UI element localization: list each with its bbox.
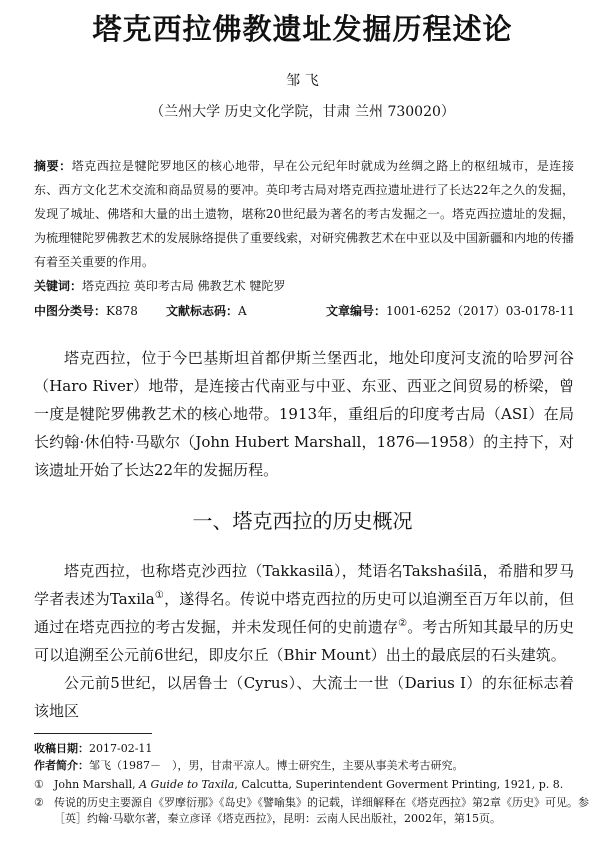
footnote-1 [34,777,590,793]
author-name: 邹 飞 [286,73,319,89]
received-date [34,741,594,757]
document-code-value: A [238,304,247,318]
footnote-text: John Marshall, [54,778,140,791]
clc-number [34,303,138,319]
footnote-divider [34,733,152,734]
footnote-marker: ② [34,796,44,809]
footnote-ref-2[interactable]: ② [398,618,408,629]
body-paragraph [34,557,574,669]
received-date-value: 2017-02-11 [89,742,153,755]
paragraph-text-part: 塔克西拉，也称塔克沙西拉（Takkasilā），梵语名Takshaśilā，希腊和罗马学者表述为Taxila [34,562,574,608]
author-bio-label: 作者简介： [34,759,89,772]
paragraph-text-part: 。考古所知其最早的历史可以追溯至公元前6世纪，即皮尔丘（Bhir Mount）出土的最底层的石头建筑。 [34,618,574,664]
abstract-block [34,154,574,274]
footnote-book-title: A Guide to Taxila [139,778,235,791]
footnote-text: , Calcutta, Superintendent Goverment Printing, 1921, p. 8. [234,778,564,791]
author-affiliation: （兰州大学 历史文化学院，甘肃 兰州 730020） [150,104,455,120]
page-title: 塔克西拉佛教遗址发掘历程述论 [92,12,513,46]
footnote-2 [34,795,590,827]
abstract-label: 摘要： [34,159,72,173]
clc-value: K878 [106,304,138,318]
section-heading: 一、塔克西拉的历史概况 [192,509,413,533]
article-number-label: 文章编号： [326,304,387,318]
footnote-ref-1[interactable]: ① [154,590,165,601]
classification-row [34,303,574,319]
author-bio [34,758,594,774]
body-paragraph: 公元前5世纪，以居鲁士（Cyrus）、大流士一世（Darius I）的东征标志着该地区 [34,674,574,720]
received-date-label: 收稿日期： [34,742,89,755]
footnote-text: 传说的历史主要源自《罗摩衍那》《岛史》《譬喻集》的记载，详细解释在《塔克西拉》第2章《历史》可见。参［英］约翰·马歇尔著，秦立彦译《塔克西拉》，昆明：云南人民出版社，2002年，第15页。 [54,796,589,825]
keywords-text: 塔克西拉 英印考古局 佛教艺术 犍陀罗 [82,279,286,293]
keywords-label: 关键词： [34,279,83,293]
article-number-value: 1001-6252（2017）03-0178-11 [386,304,575,318]
document-code [166,303,247,319]
footnote-marker: ① [34,778,44,791]
abstract-text: 塔克西拉是犍陀罗地区的核心地带，早在公元纪年时就成为丝绸之路上的枢纽城市，是连接东、西方文化艺术交流和商品贸易的要冲。英印考古局对塔克西拉遗址进行了长达22年之久的发掘，发现了城址、佛塔和大量的出土遗物，堪称20世纪最为著名的考古发掘之一。塔克西拉遗址的发掘，为梳理犍陀罗佛教艺术的发展脉络提供了重要线索，对研究佛教艺术在中亚以及中国新疆和内地的传播有着至关重要的作用。 [34,159,575,269]
paragraph-text-part: ，遂得名。传说中塔克西拉的历史可以追溯至百万年以前，但通过在塔克西拉的考古发掘，并未发现任何的史前遗存 [34,590,574,636]
keywords-block [34,278,574,294]
author-bio-text: 邹飞（1987－ ），男，甘肃平凉人。博士研究生，主要从事美术考古研究。 [89,759,464,772]
article-number [326,303,575,319]
document-code-label: 文献标志码： [166,304,239,318]
clc-label: 中图分类号： [34,304,107,318]
intro-paragraph: 塔克西拉，位于今巴基斯坦首都伊斯兰堡西北，地处印度河支流的哈罗河谷（Haro River）地带，是连接古代南亚与中亚、东亚、西亚之间贸易的桥梁，曾一度是犍陀罗佛教艺术的核心地带。1913年，重组后的印度考古局（ASI）在局长约翰·休伯特·马歇尔（John Hubert Marshall，1876—1958）的主持下，对该遗址开始了长达22年的发掘历程。 [34,349,574,479]
